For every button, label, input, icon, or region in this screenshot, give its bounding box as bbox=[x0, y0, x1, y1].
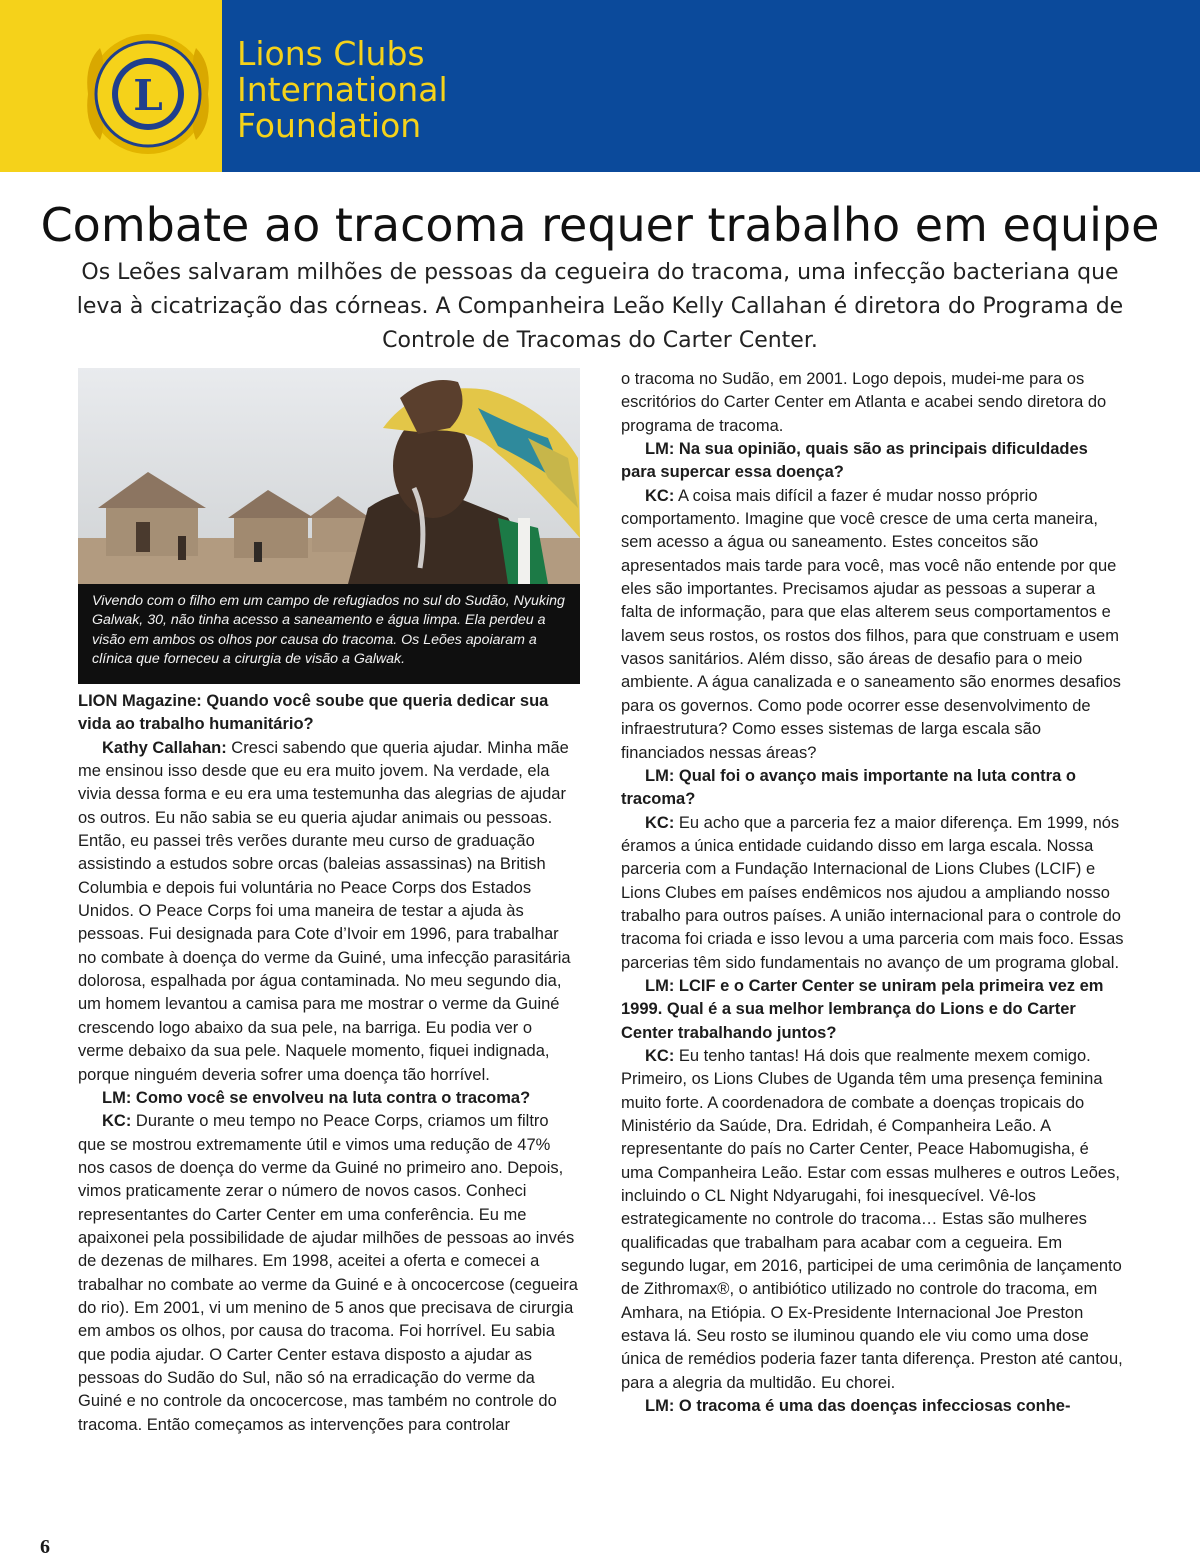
paragraph-text: Eu acho que a parceria fez a maior diferença. Em 1999, nós éramos a única entidade cuidando disso em larga escala. Nossa parceria com a Fundação Internacional de Lions Clubes (LCIF) e Lions Clubes em países endêmicos nos ajudou a ampliando nosso trabalho para outros países. A união internacional para o controle do tracoma foi criada e isso levou a uma parceria com mais foco. Essas parcerias têm sido fundamentais no avanço de um programa global. bbox=[621, 813, 1124, 972]
paragraph-text: Na sua opinião, quais são as principais dificuldades para supercar essa doença? bbox=[621, 440, 1088, 482]
paragraph bbox=[78, 690, 578, 737]
paragraph-text: Durante o meu tempo no Peace Corps, criamos um filtro que se mostrou extremamente útil e vimos uma redução de 47% nos casos de doença do verme da Guiné no primeiro ano. Depois, vimos praticamente zerar o número de novos casos. Conheci representantes do Carter Center em uma conferência. Eu me apaixonei pela possibilidade de ajudar milhões de pessoas ao invés de dezenas de milhares. Em 1998, aceitei a oferta e comecei a trabalhar no combate ao verme da Guiné e à oncocercose (cegueira do rio). Em 2001, vi um menino de 5 anos que precisava de cirurgia em ambos os olhos, por causa do tracoma. Foi horrível. Eu sabia que podia ajudar. O Carter Center estava disposto a ajudar as pessoas do Sudão do Sul, não só na erradicação do verme da Guiné e no controle da oncocercose, mas também no controle do tracoma. Então começamos as intervenções para controlar bbox=[78, 1112, 578, 1434]
brand-line-3: Foundation bbox=[237, 106, 422, 145]
article-column-right bbox=[621, 368, 1125, 1418]
paragraph bbox=[621, 975, 1125, 1045]
article-column-left bbox=[78, 690, 578, 1437]
speaker-label: LM: bbox=[102, 1088, 132, 1107]
paragraph bbox=[621, 765, 1125, 812]
paragraph-text: Quando você soube que queria dedicar sua vida ao trabalho humanitário? bbox=[78, 692, 549, 734]
speaker-label: KC: bbox=[645, 813, 675, 832]
paragraph bbox=[78, 1087, 578, 1110]
paragraph-text: A coisa mais difícil a fazer é mudar nosso próprio comportamento. Imagine que você cresce de uma certa maneira, sem acesso a água ou saneamento. Estes conceitos são apresentados mais tarde para você, mas você não entende por que eles são importantes. Precisamos ajudar as pessoas a superar a falta de informação, para que elas alterem seus comportamentos e lavem seus rostos, os rostos dos filhos, para que construam e usem vasos sanitários. Além disso, são áreas de desafio para o meio ambiente. A água canalizada e o saneamento são enormes desafios para os governos. Como pode ocorrer esse desenvolvimento de infraestrutura? Como esses sistemas de larga escala são financiados nessas áreas? bbox=[621, 486, 1121, 762]
paragraph-text: o tracoma no Sudão, em 2001. Logo depois, mudei-me para os escritórios do Carter Center em Atlanta e acabei sendo diretora do programa de tracoma. bbox=[621, 370, 1107, 435]
speaker-label: LION Magazine: bbox=[78, 692, 202, 710]
paragraph bbox=[621, 1395, 1125, 1418]
paragraph bbox=[78, 737, 578, 1087]
speaker-label: LM: bbox=[645, 440, 675, 459]
paragraph-text: LCIF e o Carter Center se uniram pela primeira vez em 1999. Qual é a sua melhor lembrança do Lions e do Carter Center trabalhando juntos? bbox=[621, 976, 1104, 1042]
speaker-label: Kathy Callahan: bbox=[102, 738, 227, 757]
page-number: 6 bbox=[40, 1536, 50, 1558]
speaker-label: LM: bbox=[645, 1397, 675, 1416]
paragraph-text: O tracoma é uma das doenças infecciosas conhe- bbox=[674, 1397, 1071, 1416]
paragraph-text: Como você se envolveu na luta contra o tracoma? bbox=[131, 1088, 531, 1107]
paragraph bbox=[621, 812, 1125, 975]
paragraph bbox=[621, 485, 1125, 765]
brand-name bbox=[237, 36, 448, 144]
article-photo bbox=[78, 368, 580, 584]
article-title: Combate ao tracoma requer trabalho em equipe bbox=[40, 198, 1160, 252]
lions-emblem-icon bbox=[78, 24, 218, 164]
paragraph-text: Qual foi o avanço mais importante na luta contra o tracoma? bbox=[621, 766, 1076, 809]
speaker-label: KC: bbox=[645, 486, 675, 505]
paragraph-text: Cresci sabendo que queria ajudar. Minha mãe me ensinou isso desde que eu era muito jovem. Na verdade, ela vivia dessa forma e eu era uma testemunha das alegrias de ajudar os outros. Eu não sabia se eu queria ajudar animais ou pessoas. Então, eu passei três verões durante meu curso de graduação assistindo a estudos sobre orcas (baleias assassinas) na British Columbia e depois fui voluntária no Peace Corps dos Estados Unidos. O Peace Corps foi uma maneira de testar a ajuda às pessoas. Fui designada para Cote d’Ivoir em 1996, para trabalhar no combate à doença do verme da Guiné, uma infecção parasitária dolorosa, espalhada por água contaminada. No meu segundo dia, um homem levantou a camisa para me mostrar o verme da Guiné crescendo logo abaixo da sua pele, na barriga. Eu podia ver o verme debaixo da sua pele. Naquele momento, fiquei indignada, porque ninguém deveria sofrer uma doença tão horrível. bbox=[78, 738, 571, 1084]
speaker-label: KC: bbox=[645, 1046, 675, 1065]
article-subtitle: Os Leões salvaram milhões de pessoas da cegueira do tracoma, uma infecção bacteriana que leva à cicatrização das córneas. A Companheira Leão Kelly Callahan é diretora do Programa de Controle de Tracomas do Carter Center. bbox=[76, 260, 1124, 353]
paragraph bbox=[621, 1045, 1125, 1395]
brand-line-1: Lions Clubs bbox=[237, 34, 425, 73]
photo-caption: Vivendo com o filho em um campo de refugiados no sul do Sudão, Nyuking Galwak, 30, não tinha acesso a saneamento e água limpa. Ela perdeu a visão em ambos os olhos por causa do tracoma. Os Leões apoiaram a clínica que forneceu a cirurgia de visão a Galwak. bbox=[78, 584, 580, 684]
header-banner bbox=[0, 0, 1200, 172]
speaker-label: LM: bbox=[645, 976, 675, 995]
paragraph bbox=[621, 438, 1125, 485]
seal-letter: L bbox=[133, 71, 163, 120]
paragraph bbox=[621, 368, 1125, 438]
brand-line-2: International bbox=[237, 70, 448, 109]
paragraph-text: Eu tenho tantas! Há dois que realmente mexem comigo. Primeiro, os Lions Clubes de Uganda têm uma presença feminina muito forte. A coordenadora de combate a doenças tropicais do Ministério da Saúde, Dra. Edridah, é Companheira Leão. A representante do país no Carter Center, Peace Habomugisha, é uma Companheira Leão. Estar com essas mulheres e outros Leões, incluindo o CL Night Ndyarugahi, foi inesquecível. Vê-los estrategicamente no controle do tracoma… Estas são mulheres qualificadas que trabalham para acabar com a cegueira. Em segundo lugar, em 2016, participei de uma cerimônia de lançamento de Zithromax®, o antibiótico utilizado no controle do tracoma, em Amhara, na Etiópia. O Ex-Presidente Internacional Joe Preston estava lá. Seu rosto se iluminou quando ele viu como uma dose única de remédios poderia fazer tanta diferença. Preston até cantou, para a alegria da multidão. Eu chorei. bbox=[621, 1046, 1123, 1392]
paragraph bbox=[78, 1110, 578, 1437]
speaker-label: KC: bbox=[102, 1112, 132, 1131]
speaker-label: LM: bbox=[645, 766, 675, 785]
